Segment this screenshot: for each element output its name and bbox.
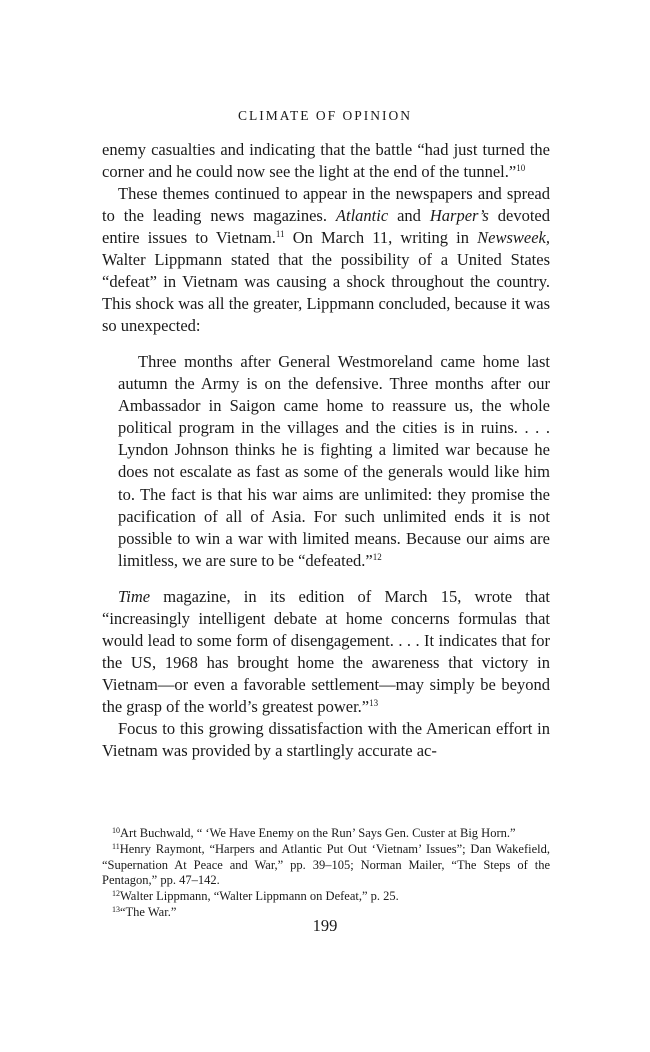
magazine-title-newsweek: Newsweek, bbox=[477, 228, 550, 247]
magazine-title-time: Time bbox=[118, 586, 151, 606]
footnote bbox=[102, 889, 550, 905]
paragraph-4 bbox=[102, 718, 550, 762]
footnote-number: 13 bbox=[112, 904, 120, 914]
footnote-ref-10: 10 bbox=[516, 163, 526, 173]
footnote-ref-11: 11 bbox=[275, 229, 285, 239]
paragraph-2-text: devoted entire issues to Vietnam. bbox=[102, 206, 551, 247]
footnote-ref-13: 13 bbox=[369, 697, 379, 708]
footnote-text: Art Buchwald, “ ‘We Have Enemy on the Run’ Says Gen. Custer at Big Horn.” bbox=[120, 826, 516, 840]
footnote-ref-12: 12 bbox=[372, 551, 382, 562]
paragraph-2-text: These themes continued to appear in the newspapers and spread to the leading news magazines. bbox=[102, 184, 550, 225]
footnote-number: 10 bbox=[112, 826, 120, 835]
paragraph-4-text: Focus to this growing dissatisfaction with the American effort in Vietnam was provided by a startlingly accurate ac- bbox=[102, 718, 550, 760]
block-quote bbox=[118, 351, 550, 572]
footnote-text: Henry Raymont, “Harpers and Atlantic Put Out ‘Vietnam’ Issues”; Dan Wakefield, “Supernation At Peace and War,” pp. 39–105; Norman Mailer, “The Steps of the Pentagon,” pp. 47–142. bbox=[102, 841, 550, 888]
paragraph-2 bbox=[102, 183, 550, 337]
paragraph-3-text: magazine, in its edition of March 15, wrote that “increasingly intelligent debate at home concerns formulas that would lead to some form of disengagement. . . . It indicates that for the US, 1968 has brought home the awareness that victory in Vietnam—or even a favorable settlement—may simply be beyond the grasp of the world’s greatest power.” bbox=[102, 586, 550, 716]
main-text bbox=[102, 139, 550, 762]
magazine-title-harpers: Harper’s bbox=[429, 206, 489, 225]
footnote-number: 12 bbox=[112, 889, 120, 899]
block-quote-text bbox=[118, 351, 550, 572]
quote-text: Three months after General Westmoreland came home last autumn the Army is on the defensive. Three months after our Ambassador in Saigon came home to reassure us, the whole political program in the villages and the cities is in ruins. . . . Lyndon Johnson thinks he is fighting a limited war because he does not escalate as fast as some of the generals would like him to. The fact is that his war aims are unlimited: they promise the pacification of all of Asia. For such unlimited ends it is not possible to win a war with limited means. Because our aims are limitless, we are sure to be “defeated.” bbox=[118, 352, 550, 570]
footnote-number: 11 bbox=[112, 841, 120, 851]
paragraph-1 bbox=[102, 139, 550, 183]
running-header: CLIMATE OF OPINION bbox=[238, 108, 412, 123]
footnotes bbox=[102, 826, 550, 921]
paragraph-3 bbox=[102, 586, 550, 718]
paragraph-2-text: Walter Lippmann stated that the possibility of a United States “defeat” in Vietnam was causing a shock throughout the country. This shock was all the greater, Lippmann concluded, because it was so unexpected: bbox=[102, 250, 550, 335]
magazine-title-atlantic: Atlantic bbox=[335, 206, 389, 225]
page-number: 199 bbox=[312, 916, 338, 935]
paragraph-2-text: On March 11, writing in bbox=[284, 228, 478, 247]
footnote bbox=[102, 826, 550, 842]
footnote-text: “The War.” bbox=[120, 904, 177, 919]
footnote-text: Walter Lippmann, “Walter Lippmann on Defeat,” p. 25. bbox=[120, 889, 399, 904]
paragraph-1-text: enemy casualties and indicating that the battle “had just turned the corner and he could now see the light at the end of the tunnel.” bbox=[102, 140, 550, 181]
paragraph-2-text: and bbox=[388, 206, 430, 225]
footnote bbox=[102, 842, 550, 889]
